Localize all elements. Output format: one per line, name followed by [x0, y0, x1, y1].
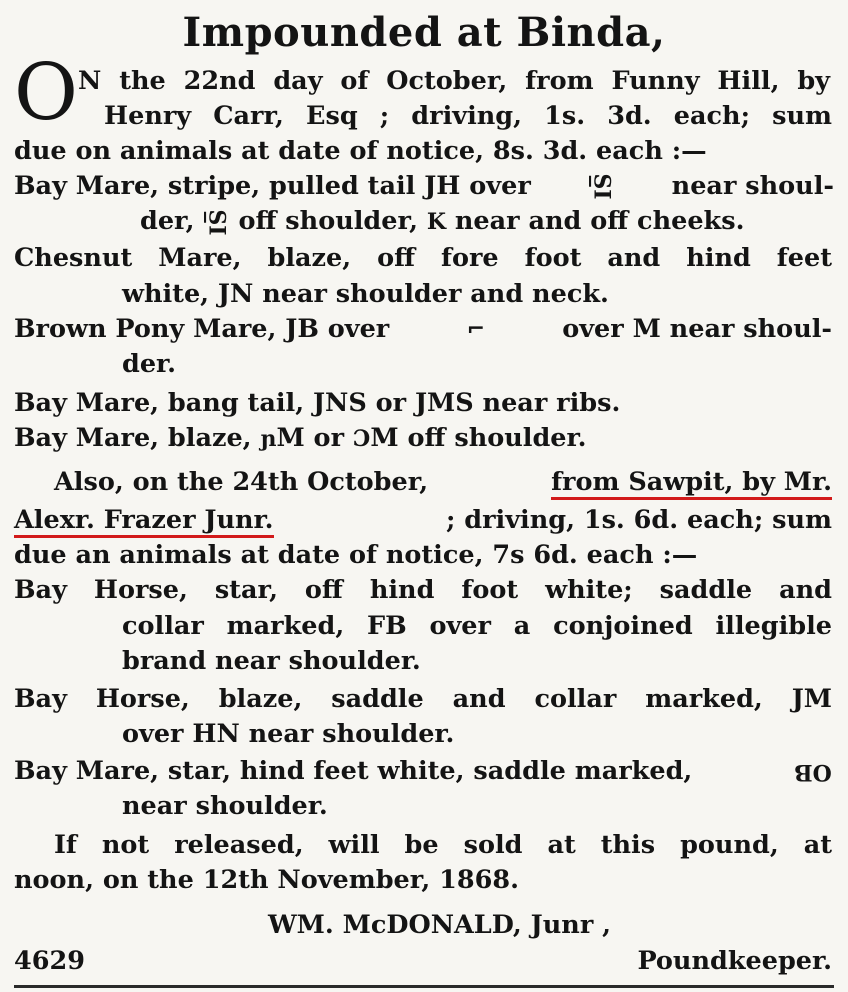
text-line-18: Bay Horse, blaze, saddle and collar marked, JM [14, 684, 832, 714]
text-line-8 [14, 312, 832, 347]
brand-mark-glyph: S̲I [588, 173, 615, 200]
drop-cap: O [14, 48, 78, 138]
underlined-text: Alexr. Frazer Junr. [14, 503, 274, 538]
text-line-15: Bay Horse, star, off hind foot white; saddle and [14, 575, 832, 605]
text-line-7: white, JN near shoulder and neck. [122, 279, 609, 309]
text-line-16: collar marked, FB over a conjoined illegible [122, 611, 832, 641]
entry-text: ; driving, 1s. 6d. each; sum [445, 505, 832, 535]
text-line-12 [54, 465, 832, 500]
entry-text: M or [276, 423, 345, 453]
text-line-9: der. [122, 349, 177, 379]
brand-mark-glyph: OB [794, 759, 832, 785]
signature-name: WM. McDONALD, Junr , [268, 910, 612, 940]
entry-text: over M near shoul- [562, 314, 832, 344]
text-line-11 [14, 421, 814, 456]
entry-text: Also, on the 24th October, [54, 467, 429, 497]
text-line-4 [14, 169, 834, 204]
text-line-17: brand near shoulder. [122, 646, 421, 676]
text-line-20 [14, 754, 832, 789]
notice-title: Impounded at Binda, [182, 9, 666, 56]
text-line-5 [140, 204, 840, 239]
entry-text: Bay Mare, blaze, [14, 423, 252, 453]
brand-mark-glyph: S̲I [204, 209, 230, 236]
brand-mark-glyph: K [426, 209, 446, 235]
text-line-14: due an animals at date of notice, 7s 6d. each :— [14, 540, 698, 570]
underlined-text: from Sawpit, by Mr. [551, 465, 832, 500]
brand-mark-glyph: ⌐ [466, 316, 485, 342]
text-line-22: If not released, will be sold at this pound, at [54, 830, 832, 860]
text-line-1: N the 22nd day of October, from Funny Hill, by [78, 66, 830, 96]
text-line-6: Chesnut Mare, blaze, off fore foot and hind feet [14, 243, 832, 273]
signature-title: Poundkeeper. [637, 946, 832, 976]
entry-text: Bay Mare, stripe, pulled tail JH over [14, 171, 531, 201]
entry-text: off shoulder, [238, 206, 418, 236]
brand-mark-glyph: Ɔ [352, 426, 371, 452]
text-line-2: Henry Carr, Esq ; driving, 1s. 3d. each; sum [104, 101, 832, 131]
entry-text: Bay Mare, star, hind feet white, saddle marked, [14, 756, 693, 786]
entry-text: near and off cheeks. [454, 206, 745, 236]
text-line-23: noon, on the 12th November, 1868. [14, 865, 519, 895]
entry-text: near shoul- [671, 171, 834, 201]
text-line-13 [14, 503, 832, 538]
text-line-3: due on animals at date of notice, 8s. 3d. each :— [14, 136, 707, 166]
text-line-19: over HN near shoulder. [122, 719, 455, 749]
entry-text: Brown Pony Mare, JB over [14, 314, 390, 344]
ad-number: 4629 [14, 946, 85, 976]
text-line-21: near shoulder. [122, 791, 328, 821]
entry-text: der, [140, 206, 195, 236]
text-line-10: Bay Mare, bang tail, JNS or JMS near ribs. [14, 388, 621, 418]
brand-mark-glyph: ɲ [260, 426, 277, 452]
bottom-rule [14, 985, 834, 988]
footer-line [14, 944, 832, 979]
entry-text: M off shoulder. [370, 423, 587, 453]
